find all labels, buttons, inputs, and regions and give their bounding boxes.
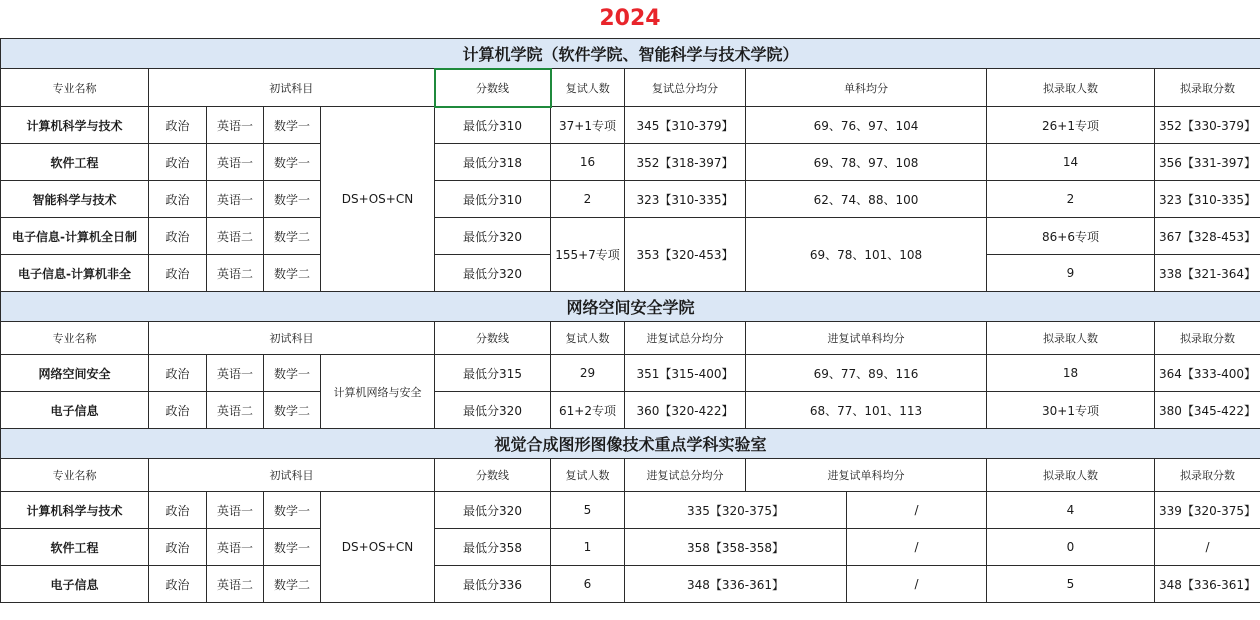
subject-english: 英语二 <box>207 218 264 255</box>
header-cell: 进复试单科均分 <box>746 459 987 492</box>
table-row <box>1 355 1260 392</box>
single-subject-average: 69、77、89、116 <box>746 355 987 392</box>
header-cell: 专业名称 <box>1 69 149 107</box>
header-row <box>1 322 1260 355</box>
header-cell: 拟录取人数 <box>987 69 1155 107</box>
single-subject-average: / <box>847 566 987 603</box>
subject-english: 英语一 <box>207 529 264 566</box>
major-name: 网络空间安全 <box>1 355 149 392</box>
admit-score: 367【328-453】 <box>1155 218 1260 255</box>
subject-english: 英语二 <box>207 392 264 429</box>
retest-average: 358【358-358】 <box>625 529 847 566</box>
major-name: 智能科学与技术 <box>1 181 149 218</box>
header-cell: 进复试总分均分 <box>625 322 746 355</box>
subject-politics: 政治 <box>149 181 207 218</box>
section-title-row <box>1 292 1260 322</box>
subject-politics: 政治 <box>149 355 207 392</box>
single-subject-average: 69、78、101、108 <box>746 218 987 292</box>
subject-math: 数学一 <box>264 492 321 529</box>
admit-count: 9 <box>987 255 1155 292</box>
subject-english: 英语二 <box>207 566 264 603</box>
cutoff-score: 最低分320 <box>435 255 551 292</box>
single-subject-average: / <box>847 492 987 529</box>
subject-politics: 政治 <box>149 392 207 429</box>
admit-count: 4 <box>987 492 1155 529</box>
subject-politics: 政治 <box>149 492 207 529</box>
major-name: 电子信息 <box>1 566 149 603</box>
subject-english: 英语一 <box>207 492 264 529</box>
retest-average: 348【336-361】 <box>625 566 847 603</box>
table-row <box>1 492 1260 529</box>
retest-count: 29 <box>551 355 625 392</box>
header-cell: 复试人数 <box>551 322 625 355</box>
retest-average: 345【310-379】 <box>625 107 746 144</box>
admit-score: 339【320-375】 <box>1155 492 1260 529</box>
header-cell: 分数线 <box>435 459 551 492</box>
major-name: 电子信息-计算机非全 <box>1 255 149 292</box>
professional-subject: 计算机网络与安全 <box>321 355 435 429</box>
admit-score: 338【321-364】 <box>1155 255 1260 292</box>
header-cell: 拟录取分数 <box>1155 69 1260 107</box>
header-cell: 拟录取分数 <box>1155 459 1260 492</box>
major-name: 电子信息-计算机全日制 <box>1 218 149 255</box>
header-row <box>1 459 1260 492</box>
header-cell: 复试人数 <box>551 459 625 492</box>
retest-count: 155+7专项 <box>551 218 625 292</box>
subject-english: 英语二 <box>207 255 264 292</box>
admit-score: 348【336-361】 <box>1155 566 1260 603</box>
section-title-row <box>1 429 1260 459</box>
admit-count: 0 <box>987 529 1155 566</box>
subject-math: 数学二 <box>264 392 321 429</box>
subject-math: 数学一 <box>264 529 321 566</box>
subject-politics: 政治 <box>149 144 207 181</box>
subject-english: 英语一 <box>207 355 264 392</box>
retest-count: 37+1专项 <box>551 107 625 144</box>
header-cell: 拟录取人数 <box>987 459 1155 492</box>
table-row <box>1 218 1260 255</box>
header-cell: 单科均分 <box>746 69 987 107</box>
admit-score: 356【331-397】 <box>1155 144 1260 181</box>
admit-score: 352【330-379】 <box>1155 107 1260 144</box>
subject-politics: 政治 <box>149 255 207 292</box>
header-cell: 初试科目 <box>149 69 435 107</box>
table-row <box>1 566 1260 603</box>
subject-math: 数学二 <box>264 218 321 255</box>
admit-score: 380【345-422】 <box>1155 392 1260 429</box>
professional-subject: DS+OS+CN <box>321 107 435 292</box>
table-row <box>1 529 1260 566</box>
header-cell: 专业名称 <box>1 459 149 492</box>
admission-table <box>0 38 1260 603</box>
admit-count: 2 <box>987 181 1155 218</box>
header-cell: 初试科目 <box>149 322 435 355</box>
cutoff-score: 最低分318 <box>435 144 551 181</box>
retest-count: 2 <box>551 181 625 218</box>
subject-english: 英语一 <box>207 181 264 218</box>
header-cell: 复试总分均分 <box>625 69 746 107</box>
admit-count: 86+6专项 <box>987 218 1155 255</box>
single-subject-average: 69、78、97、108 <box>746 144 987 181</box>
cutoff-score: 最低分315 <box>435 355 551 392</box>
retest-average: 335【320-375】 <box>625 492 847 529</box>
admit-score: 323【310-335】 <box>1155 181 1260 218</box>
admit-score: 364【333-400】 <box>1155 355 1260 392</box>
cutoff-score: 最低分310 <box>435 107 551 144</box>
retest-count: 5 <box>551 492 625 529</box>
cutoff-score: 最低分320 <box>435 492 551 529</box>
admit-count: 5 <box>987 566 1155 603</box>
retest-average: 353【320-453】 <box>625 218 746 292</box>
section-title-row <box>1 39 1260 69</box>
retest-average: 360【320-422】 <box>625 392 746 429</box>
subject-math: 数学一 <box>264 144 321 181</box>
table-row <box>1 392 1260 429</box>
major-name: 计算机科学与技术 <box>1 492 149 529</box>
subject-math: 数学二 <box>264 255 321 292</box>
header-cell: 分数线 <box>435 322 551 355</box>
single-subject-average: 68、77、101、113 <box>746 392 987 429</box>
single-subject-average: 69、76、97、104 <box>746 107 987 144</box>
header-cell: 拟录取分数 <box>1155 322 1260 355</box>
admit-count: 18 <box>987 355 1155 392</box>
header-cell: 复试人数 <box>551 69 625 107</box>
retest-count: 6 <box>551 566 625 603</box>
single-subject-average: / <box>847 529 987 566</box>
header-cell: 进复试总分均分 <box>625 459 746 492</box>
subject-math: 数学一 <box>264 107 321 144</box>
header-cell: 拟录取人数 <box>987 322 1155 355</box>
section-title: 视觉合成图形图像技术重点学科实验室 <box>1 429 1260 459</box>
retest-average: 323【310-335】 <box>625 181 746 218</box>
major-name: 电子信息 <box>1 392 149 429</box>
admit-count: 30+1专项 <box>987 392 1155 429</box>
cutoff-score: 最低分336 <box>435 566 551 603</box>
table-row <box>1 107 1260 144</box>
major-name: 软件工程 <box>1 144 149 181</box>
admit-count: 14 <box>987 144 1155 181</box>
subject-math: 数学一 <box>264 355 321 392</box>
cutoff-score: 最低分320 <box>435 392 551 429</box>
retest-count: 16 <box>551 144 625 181</box>
subject-politics: 政治 <box>149 529 207 566</box>
cutoff-score: 最低分310 <box>435 181 551 218</box>
retest-average: 352【318-397】 <box>625 144 746 181</box>
cutoff-score: 最低分320 <box>435 218 551 255</box>
subject-english: 英语一 <box>207 107 264 144</box>
admit-score: / <box>1155 529 1260 566</box>
year-title: 2024 <box>599 6 661 31</box>
single-subject-average: 62、74、88、100 <box>746 181 987 218</box>
subject-math: 数学二 <box>264 566 321 603</box>
header-cell: 进复试单科均分 <box>746 322 987 355</box>
table-row <box>1 181 1260 218</box>
section-title: 计算机学院（软件学院、智能科学与技术学院） <box>1 39 1260 69</box>
header-row <box>1 69 1260 107</box>
retest-count: 61+2专项 <box>551 392 625 429</box>
professional-subject: DS+OS+CN <box>321 492 435 603</box>
header-cell: 初试科目 <box>149 459 435 492</box>
admit-count: 26+1专项 <box>987 107 1155 144</box>
subject-politics: 政治 <box>149 218 207 255</box>
retest-count: 1 <box>551 529 625 566</box>
subject-math: 数学一 <box>264 181 321 218</box>
section-title: 网络空间安全学院 <box>1 292 1260 322</box>
retest-average: 351【315-400】 <box>625 355 746 392</box>
major-name: 计算机科学与技术 <box>1 107 149 144</box>
subject-politics: 政治 <box>149 107 207 144</box>
cutoff-score: 最低分358 <box>435 529 551 566</box>
header-cell: 专业名称 <box>1 322 149 355</box>
subject-politics: 政治 <box>149 566 207 603</box>
subject-english: 英语一 <box>207 144 264 181</box>
header-cell-selected[interactable]: 分数线 <box>435 69 551 107</box>
major-name: 软件工程 <box>1 529 149 566</box>
table-row <box>1 144 1260 181</box>
